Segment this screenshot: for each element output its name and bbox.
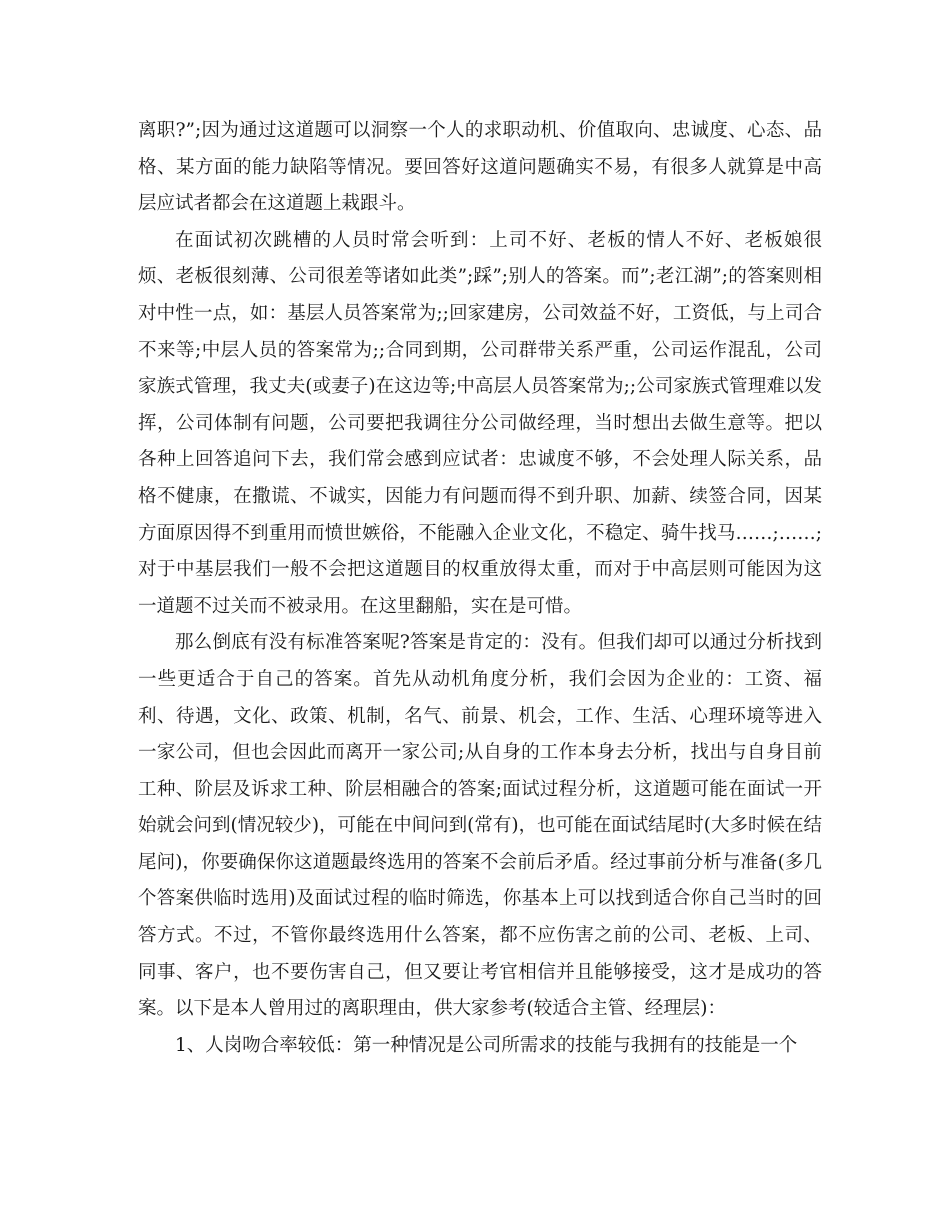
paragraph-1: 离职?”;因为通过这道题可以洞察一个人的求职动机、价值取向、忠诚度、心态、品格、某方面的能力缺陷等情况。要回答好这道问题确实不易，有很多人就算是中高层应试者都会在这道题上栽跟斗。 (138, 120, 822, 215)
document-body (138, 113, 822, 1064)
paragraph-3: 那么倒底有没有标准答案呢?答案是肯定的：没有。但我们却可以通过分析找到一些更适合于自己的答案。首先从动机角度分析，我们会因为企业的：工资、福利、待遇，文化、政策、机制，名气、前景、机会，工作、生活、心理环境等进入一家公司，但也会因此而离开一家公司;从自身的工作本身去分析，找出与自身目前工种、阶层及诉求工种、阶层相融合的答案;面试过程分析，这道题可能在面试一开始就会问到(情况较少)，可能在中间问到(常有)，也可能在面试结尾时(大多时候在结尾问)，你要确保你这道题最终选用的答案不会前后矛盾。经过事前分析与准备(多几个答案供临时选用)及面试过程的临时筛选，你基本上可以找到适合你自己当时的回答方式。不过，不管你最终选用什么答案，都不应伤害之前的公司、老板、上司、同事、客户，也不要伤害自己，但又要让考官相信并且能够接受，这才是成功的答案。以下是本人曾用过的离职理由，供大家参考(较适合主管、经理层)： (138, 632, 822, 1020)
paragraph-2: 在面试初次跳槽的人员时常会听到：上司不好、老板的情人不好、老板娘很烦、老板很刻薄、公司很差等诸如此类”;踩”;别人的答案。而”;老江湖”;的答案则相对中性一点，如：基层人员答案常为;;回家建房，公司效益不好，工资低，与上司合不来等;中层人员的答案常为;;合同到期，公司群带关系严重，公司运作混乱，公司家族式管理，我丈夫(或妻子)在这边等;中高层人员答案常为;;公司家族式管理难以发挥，公司体制有问题，公司要把我调往分公司做经理，当时想出去做生意等。把以各种上回答追问下去，我们常会感到应试者：忠诚度不够，不会处理人际关系，品格不健康，在撒谎、不诚实，因能力有问题而得不到升职、加薪、续签合同，因某方面原因得不到重用而愤世嫉俗，不能融入企业文化，不稳定、骑牛找马……;……;对于中基层我们一般不会把这道题目的权重放得太重，而对于中高层则可能因为这一道题不过关而不被录用。在这里翻船，实在是可惜。 (138, 229, 822, 617)
paragraph-4: 1、人岗吻合率较低：第一种情况是公司所需求的技能与我拥有的技能是一个 (175, 1034, 798, 1056)
